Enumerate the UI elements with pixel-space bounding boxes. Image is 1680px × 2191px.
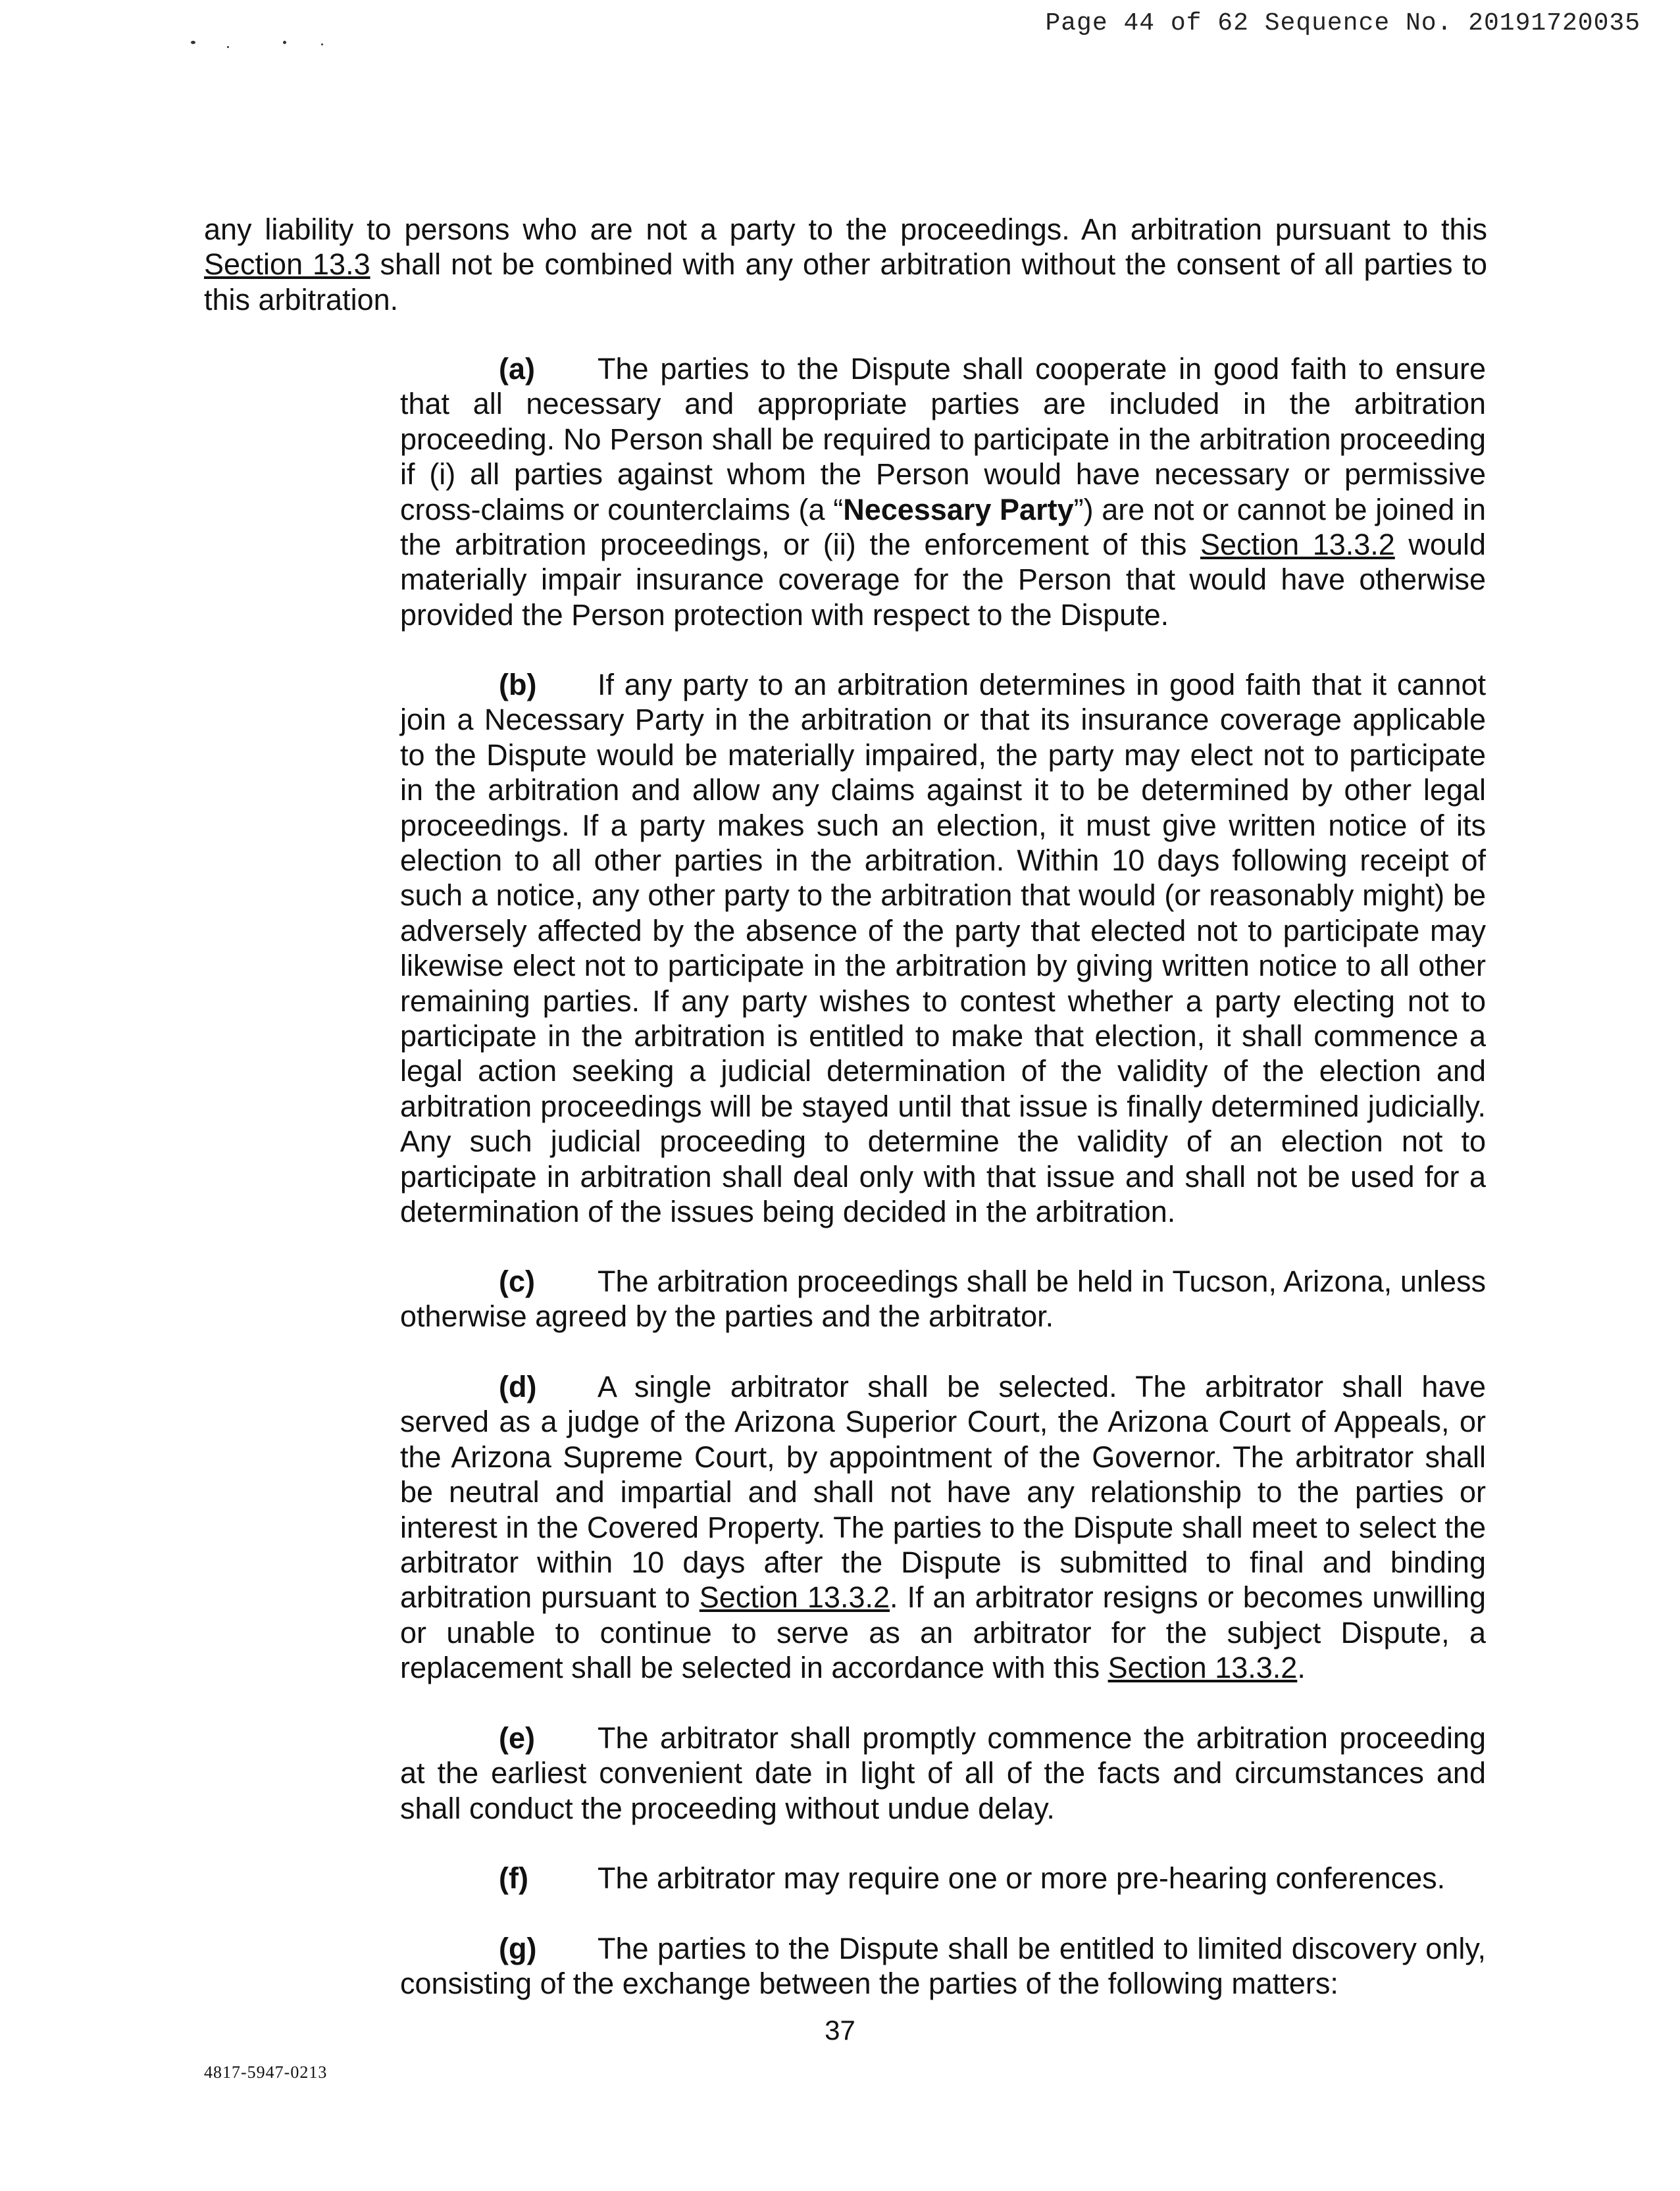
paragraph-c: (c) The arbitration proceedings shall be held in Tucson, Arizona, unless otherwise agreed by the parties and the arbitrator. [400, 1265, 1486, 1334]
section-reference: Section 13.3.2 [1200, 528, 1395, 562]
paragraph-label: (d) [499, 1370, 537, 1403]
scan-speck [283, 41, 286, 44]
paragraph-label: (e) [499, 1721, 535, 1755]
paragraph-a: (a) The parties to the Dispute shall cooperate in good faith to ensure that all necessary and appropriate parties are included in the arbitration proceeding. No Person shall be required to participate in the arbitration proceeding if (i) all parties against whom the Person would have necessary or permissive cross-claims or counterclaims (a “Necessary Party”) are not or cannot be joined in the arbitration proceedings, or (ii) the enforcement of this Section 13.3.2 would materially impair insurance coverage for the Person that would have otherwise provided the Person protection with respect to the Dispute. [400, 352, 1486, 632]
section-reference: Section 13.3.2 [1107, 1651, 1298, 1685]
paragraph-label: (f) [499, 1861, 528, 1895]
paragraph-e: (e) The arbitrator shall promptly commence the arbitration proceeding at the earliest convenient date in light of all of the facts and circumstances and shall conduct the proceeding without undue delay. [400, 1721, 1486, 1825]
page-sequence-header: Page 44 of 62 Sequence No. 20191720035 [1045, 9, 1641, 38]
paragraph-label: (a) [499, 352, 535, 386]
paragraph-f: (f) The arbitrator may require one or more pre-hearing conferences. [499, 1861, 1446, 1895]
document-id: 4817-5947-0213 [204, 2063, 328, 2082]
defined-term: Necessary Party [843, 492, 1074, 526]
paragraph-label: (c) [499, 1265, 535, 1298]
paragraph-b: (b) If any party to an arbitration determines in good faith that it cannot join a Necessary Party in the arbitration or that its insurance coverage applicable to the Dispute would be materially impaired, the party may elect not to participate in the arbitration and allow any claims against it to be determined by other legal proceedings. If a party makes such an election, it must give written notice of its election to all other parties in the arbitration. Within 10 days following receipt of such a notice, any other party to the arbitration that would (or reasonably might) be adversely affected by the absence of the party that elected not to participate may likewise elect not to participate in the arbitration by giving written notice to all other remaining parties. If any party wishes to contest whether a party electing not to participate in the arbitration is entitled to make that election, it shall commence a legal action seeking a judicial determination of the validity of the election and arbitration proceedings will be stayed until that issue is finally determined judicially. Any such judicial proceeding to determine the validity of an election not to participate in arbitration shall deal only with that issue and shall not be used for a determination of the issues being decided in the arbitration. [400, 668, 1486, 1229]
intro-paragraph: any liability to persons who are not a party to the proceedings. An arbitration pursuant to this Section 13.3 shall not be combined with any other arbitration without the consent of all parties to this arbitration. [204, 213, 1487, 316]
paragraph-g: (g) The parties to the Dispute shall be entitled to limited discovery only, consisting of the exchange between the parties of the following matters: [400, 1932, 1486, 2001]
scan-speck [321, 43, 323, 45]
section-reference: Section 13.3.2 [699, 1580, 890, 1615]
scan-speck [227, 46, 229, 48]
scan-speck [191, 41, 195, 44]
page-number: 37 [825, 2015, 855, 2046]
paragraph-label: (g) [499, 1932, 537, 1965]
paragraph-label: (b) [499, 668, 537, 701]
section-reference: Section 13.3 [204, 247, 370, 282]
paragraph-d: (d) A single arbitrator shall be selected. The arbitrator shall have served as a judge of the Arizona Superior Court, the Arizona Court of Appeals, or the Arizona Supreme Court, by appointment of the Governor. The arbitrator shall be neutral and impartial and shall not have any relationship to the parties or interest in the Covered Property. The parties to the Dispute shall meet to select the arbitrator within 10 days after the Dispute is submitted to final and binding arbitration pursuant to Section 13.3.2. If an arbitrator resigns or becomes unwilling or unable to continue to serve as an arbitrator for the subject Dispute, a replacement shall be selected in accordance with this Section 13.3.2. [400, 1370, 1486, 1685]
